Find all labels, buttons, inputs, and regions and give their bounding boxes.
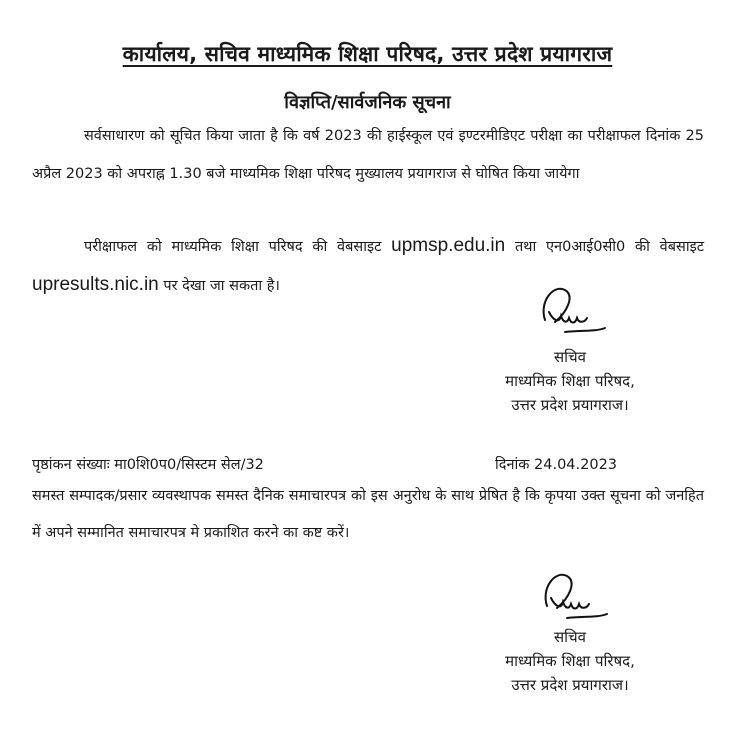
sig1-board: माध्यमिक शिक्षा परिषद,: [505, 372, 635, 390]
signature-block-2: [470, 625, 670, 697]
memo-body: समस्त सम्पादक/प्रसार व्यवस्थापक समस्त दैनिक समाचारपत्र को इस अनुरोध के साथ प्रेषित है कि कृपया उक्त सूचना को जनहित में अपने सम्मानित समाचारपत्र मे प्रकाशित करने का कष्ट करें।: [32, 488, 704, 541]
website-upmsp: upmsp.edu.in: [391, 235, 506, 256]
signature-block-1: [470, 345, 670, 417]
paragraph-2-text-b: तथा एन0आई0सी0 की वेबसाइट: [505, 239, 704, 255]
memo-date: दिनांक 24.04.2023: [495, 457, 618, 473]
office-title: कार्यालय, सचिव माध्यमिक शिक्षा परिषद, उत्तर प्रदेश प्रयागराज: [122, 42, 613, 66]
paragraph-2-text-c: पर देखा जा सकता है।: [158, 278, 280, 294]
sig1-location: उत्तर प्रदेश प्रयागराज।: [511, 396, 629, 414]
memo-reference: पृष्ठांकन संख्याः मा0शि0प0/सिस्टम सेल/32: [32, 457, 264, 473]
sig2-board: माध्यमिक शिक्षा परिषद,: [505, 652, 635, 670]
sig2-designation: सचिव: [554, 628, 586, 646]
paragraph-2-text-a: परीक्षाफल को माध्यमिक शिक्षा परिषद की वेबसाइट: [84, 239, 392, 255]
signature-1-icon: [535, 282, 655, 342]
sig2-location: उत्तर प्रदेश प्रयागराज।: [511, 676, 629, 694]
notice-paragraph-1: सर्वसाधारण को सूचित किया जाता है कि वर्ष 2023 की हाईस्कूल एवं इण्टरमीडिएट परीक्षा का परीक्षाफल दिनांक 25 अप्रैल 2023 को अपराह्न 1.30 बजे माध्यमिक शिक्षा परिषद मुख्यालय प्रयागराज से घोषित किया जायेगा: [32, 128, 704, 182]
notice-subtitle: विज्ञप्ति/सार्वजनिक सूचना: [284, 92, 451, 113]
signature-2-icon: [537, 568, 657, 628]
memo-header: [32, 455, 632, 475]
sig1-designation: सचिव: [554, 348, 586, 366]
website-upresults: upresults.nic.in: [32, 274, 159, 295]
